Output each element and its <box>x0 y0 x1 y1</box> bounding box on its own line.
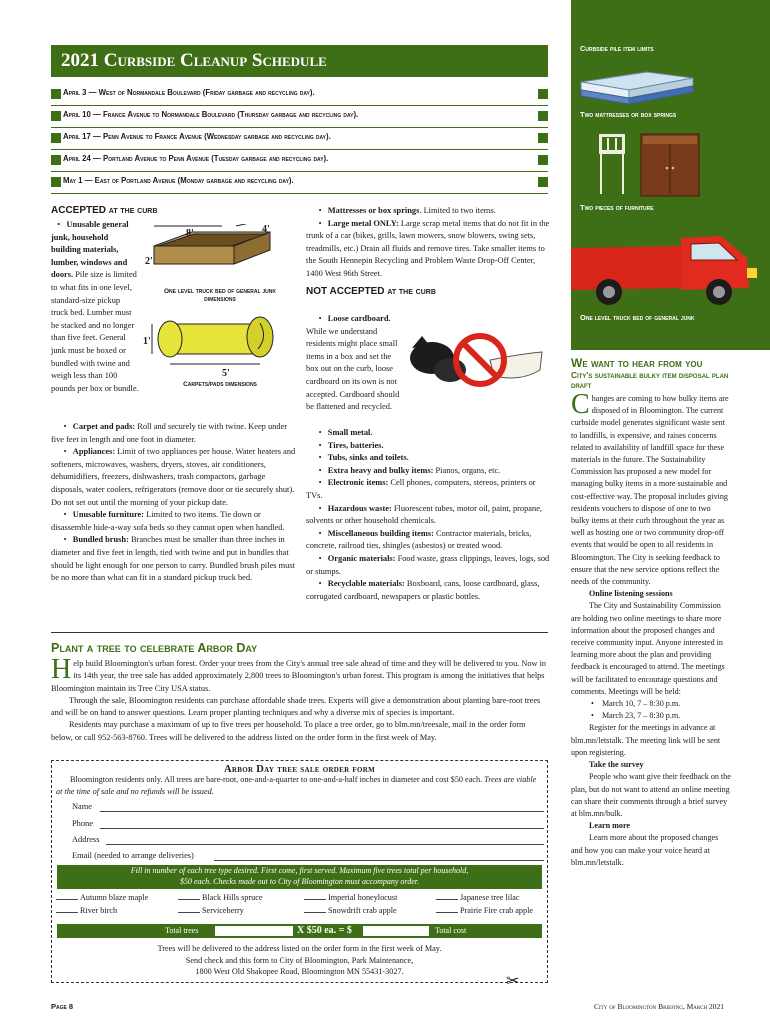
junk-bold: Unusable general junk, household building materials, lumber, windows and doors. <box>51 220 129 280</box>
feedback-subheading: City's sustainable bulky item disposal plan draft <box>571 370 729 390</box>
bullet-square-icon <box>538 155 548 165</box>
bullet-square-icon <box>51 177 61 187</box>
junk-text: Pile size is limited to what fits in one level, standard-size pickup truck bed. Lumber must be stacked and no longer than five feet. General junk must be boxed or bundled with twine and weigh less than 100 pounds per box or bundle. <box>51 270 139 393</box>
diagram2-caption: Carpets/pads dimensions <box>183 381 257 388</box>
schedule-row <box>51 130 548 150</box>
furniture-caption: Two pieces of furniture <box>580 203 654 212</box>
scissors-icon: ✂ <box>506 973 520 990</box>
truck-caption: One level truck bed of general junk <box>580 313 695 322</box>
dim-5-label: 5' <box>222 368 230 379</box>
bullet-square-icon <box>51 111 61 121</box>
bullet-square-icon <box>51 133 61 143</box>
feedback-heading: We want to hear from you <box>571 356 703 370</box>
order-form-intro: Bloomington residents only. All trees are bare-root, one-and-a-quarter to one-and-a-half inches in diameter and cost $50 each. Trees are viable at the time of sale and no refunds will be issued. <box>56 775 537 797</box>
learn-more-heading: Learn more <box>589 821 630 831</box>
loose-cardboard-text: • Loose cardboard. While we understand residents might place small items in a box and set the box out on the curb, loose cardboard on its own is not accepted. Cardboard should be flattened and recycled. <box>306 314 400 412</box>
furniture-icon <box>595 130 705 198</box>
schedule-text: April 10 — France Avenue to Normandale Boulevard (Thursday garbage and recycling day). <box>63 110 359 119</box>
address-label: Address <box>72 835 100 844</box>
schedule-text: April 24 — Portland Avenue to Penn Avenue (Tuesday garbage and recycling day). <box>63 154 329 163</box>
not-accepted-list: • Small metal. • Tires, batteries. • Tubs, sinks and toilets. • Extra heavy and bulky items: Pianos, organs, etc. • Electronic items: Cell phones, computers, stereos, printers or TVs. • Hazardous waste: Fluorescent tubes, motor oil, paint, propane, solvents or other household chemicals. • Miscellaneous building items: Contractor materials, bricks, concrete, railroad ties, shingles (asbestos) or treated wood. • Organic materials: Food waste, grass clippings, leaves, logs, sod or stumps. • Recyclable materials: Boxboard, cans, loose cardboard, glass, corrugated cardboard, newspapers or plastic bottles. <box>306 428 550 601</box>
tree-option[interactable]: Snowdrift crab apple <box>304 906 397 917</box>
dim-2-label: 2' <box>145 256 153 267</box>
order-form <box>51 760 548 983</box>
section-divider <box>51 632 548 633</box>
bullet-square-icon <box>538 177 548 187</box>
sidebar-pile-limits <box>571 0 770 350</box>
dim-4-label: 4' <box>262 224 270 235</box>
tree-option[interactable]: Prairie Fire crab apple <box>436 906 533 917</box>
schedule-row <box>51 108 548 128</box>
publication-name: City of Bloomington Briefing, March 2021 <box>594 1002 725 1011</box>
bullet-square-icon <box>51 155 61 165</box>
arbor-paragraph: Through the sale, Bloomington residents can purchase affordable shade trees. Experts will give a demonstration about planting bare-root trees and will be on hand to answer questions. Learn proper planting techniques and why a diverse mix of species is important. <box>51 695 541 718</box>
arbor-heading: Plant a tree to celebrate Arbor Day <box>51 641 258 655</box>
order-form-title: Arbor Day tree sale order form <box>224 764 375 775</box>
email-label: Email (needed to arrange deliveries) <box>72 851 194 860</box>
arbor-paragraph: Residents may purchase a maximum of up to five trees per household. To place a tree order, go to blm.mn/treesale, mail in the order form below, or call 952-563-8760. Trees will be delivered to the address listed on the order form in the first week of May. <box>51 720 526 742</box>
phone-field[interactable] <box>100 828 544 829</box>
tree-option[interactable]: Japanese tree lilac <box>436 893 520 904</box>
meeting-date: March 10, 7 – 8:30 p.m. <box>601 699 681 709</box>
register-text: Register for the meetings in advance at blm.mn/letstalk. The meeting link will be sent upon registering. <box>571 723 721 757</box>
bullet-square-icon <box>538 111 548 121</box>
dropcap-c: C <box>571 389 590 420</box>
accepted-items: • Carpet and pads: Roll and securely tie with twine. Keep under five feet in length and one foot in diameter. • Appliances: Limit of two appliances per house. Water heaters and softeners, microwaves, washers, dryers, stoves, air conditioners, dehumidifiers, freezers, dishwashers, trash compactors, garbage disposals, water coolers, refrigerators (remove door or tie securely shut). Do not set out until the morning of your pickup date. • Unusable furniture: Limited to two items. Tie down or disassemble hide-a-way sofa beds so they cannot open when handled. • Bundled brush: Branches must be smaller than three inches in diameter and five feet in length, tied with twine and put in bundles that should be light enough for one person to carry. Bundled brush piles must be no more than what can fit in a standard pickup truck bed. <box>51 422 296 583</box>
tree-option[interactable]: Black Hills spruce <box>178 893 262 904</box>
schedule-text: May 1 — East of Portland Avenue (Monday garbage and recycling day). <box>63 176 294 185</box>
page-number: Page 8 <box>51 1002 74 1011</box>
online-sessions-text: The City and Sustainability Commission are holding two online meetings to share more information about the proposed changes and receive community input. Anyone interested in learning more about the plan and providing feedback is encouraged to attend. The meetings will be facilitated to encourage questions and comments. Meetings will be held: <box>571 601 725 696</box>
name-label: Name <box>72 802 92 811</box>
online-sessions-heading: Online listening sessions <box>589 589 673 599</box>
bullet-square-icon <box>538 133 548 143</box>
address-field[interactable] <box>106 844 544 845</box>
not-accepted-illustration <box>402 318 550 404</box>
sidebar-title: Curbside pile item limits <box>580 44 654 53</box>
tree-option[interactable]: River birch <box>56 906 117 917</box>
total-bar <box>57 924 542 938</box>
mattress-caption: Two mattresses or box springs <box>580 110 677 119</box>
delivery-info <box>52 943 547 978</box>
price-label: X $50 ea. = $ <box>297 925 352 936</box>
junk-dimension-diagram <box>142 224 290 394</box>
delivery-line: Send check and this form to City of Bloomington, Park Maintenance, <box>185 955 414 965</box>
schedule-text: April 17 — Penn Avenue to France Avenue (Wednesday garbage and recycling day). <box>63 132 331 141</box>
page-title: 2021 Curbside Cleanup Schedule <box>51 45 548 77</box>
truck-icon <box>571 228 770 312</box>
fill-line: $50 each. Checks made out to City of Bloomington must accompany order. <box>180 876 419 886</box>
not-accepted-heading: NOT ACCEPTED at the curb <box>306 285 436 297</box>
arbor-paragraph: elp build Bloomington's urban forest. Order your trees from the City's annual tree sale ahead of time and they will be delivered to you. Now in its 14th year, the tree sale has added approximately 2,800 trees to Bloomington's urban forest. This program is among the initiatives that helps Bloomington maintain its Tree City USA status. <box>51 659 547 693</box>
diagram1-caption: One level truck bed of general junk dimensions <box>163 288 276 303</box>
total-cost-field[interactable] <box>363 926 429 936</box>
learn-more-text: Learn more about the proposed changes and how you can make your voice heard at blm.mn/letstalk. <box>571 833 719 867</box>
dim-8-label: 8' <box>186 228 194 239</box>
feedback-section: We want to hear from you City's sustainable bulky item disposal plan draft Changes are coming to how bulky items are disposed of in Bloomington. The current curbside model generates significant waste sent to landfills, is expensive, and raises concerns related to availability of landfill space for these materials in the future. The Sustainability Commission has proposed a new model for managing bulky items in a more sustainable and cost-effective way. The proposal includes giving residents vouchers to dispose of one to two bulky items at their curb throughout the year as well as hosting one or two community drop-off events that would be open to all residents in Bloomington. The City is seeking feedback to ensure that the new service options reflect the needs of the community. Online listening sessions The City and Sustainability Commission are holding two online meetings to share more information about the proposed changes and receive community input. Anyone interested in learning more about the plan and providing feedback is encouraged to attend. The meetings will be facilitated to encourage questions and comments. Meetings will be held: • March 10, 7 – 8:30 p.m. • March 23, 7 – 8:30 p.m. Register for the meetings in advance at blm.mn/letstalk. The meeting link will be sent upon registering. Take the survey People who want give their feedback on the plan, but do not want to attend an online meeting can share their comments through a brief survey at blm.mn/bulk. Learn more Learn more about the proposed changes and how you can make your voice heard at blm.mn/letstalk. <box>571 357 731 869</box>
schedule-row <box>51 152 548 172</box>
total-trees-label: Total trees <box>165 926 199 935</box>
tree-option[interactable]: Serviceberry <box>178 906 244 917</box>
bullet-square-icon <box>538 89 548 99</box>
email-field[interactable] <box>214 860 544 861</box>
total-trees-field[interactable] <box>215 926 293 936</box>
feedback-intro: hanges are coming to how bulky items are disposed of in Bloomington. The current curbside model generates significant waste sent to landfills, is expensive, and raises concerns related to availability of landfill space for these materials in the future. The Sustainability Commission has proposed a new model for managing bulky items in a more sustainable and cost-effective way. The proposal includes giving residents vouchers to dispose of one to two bulky items at their curb throughout the year as well as hosting one or two community drop-off events that would be open to all residents in Bloomington. The City is seeking feedback to ensure that the new service options reflect the needs of the community. <box>571 394 729 587</box>
name-field[interactable] <box>100 811 544 812</box>
schedule-text: April 3 — West of Normandale Boulevard (Friday garbage and recycling day). <box>63 88 315 97</box>
dropcap-h: H <box>51 654 72 685</box>
delivery-line: 1800 West Old Shakopee Road, Bloomington MN 55431-3027. <box>195 967 404 977</box>
bullet-square-icon <box>51 89 61 99</box>
survey-heading: Take the survey <box>589 760 644 770</box>
middle-column: • Mattresses or box springs. Limited to two items. • Large metal ONLY: Large scrap metal items that do not fit in the trunk of a car (bikes, grills, lawn mowers, snow blowers, swing sets, treadmills, etc.) Drain all fluids and remove tires. Take smaller items to the South Hennepin Recycling and Problem Waste Drop-Off Center, 1400 West 96th Street. NOT ACCEPTED at the curb <box>306 206 550 297</box>
accepted-section <box>51 205 299 218</box>
mattress-icon <box>577 68 697 106</box>
meeting-date: March 23, 7 – 8:30 p.m. <box>601 711 681 721</box>
accepted-junk-text: • Unusable general junk, household building materials, lumber, windows and doors. Pile size is limited to what fits in one level, standard-size pickup truck bed. Lumber must be stacked and no longer than five feet. General junk must be boxed or bundled with twine and weigh less than 100 pounds per box or bundle. <box>51 220 139 393</box>
dim-1-label: 1' <box>143 336 151 347</box>
total-cost-label: Total cost <box>435 926 467 935</box>
accepted-heading: ACCEPTED at the curb <box>51 205 158 216</box>
tree-option[interactable]: Imperial honeylocust <box>304 893 397 904</box>
arbor-day-section <box>51 641 548 744</box>
schedule-row <box>51 174 548 194</box>
survey-text: People who want give their feedback on the plan, but do not want to attend an online meeting can share their comments through a brief survey at blm.mn/bulk. <box>571 772 731 818</box>
fill-instructions <box>57 865 542 889</box>
fill-line: Fill in number of each tree type desired. First come, first served. Maximum five trees total per household, <box>130 866 469 875</box>
tree-option[interactable]: Autumn blaze maple <box>56 893 148 904</box>
schedule-row <box>51 86 548 106</box>
phone-label: Phone <box>72 819 93 828</box>
delivery-line: Trees will be delivered to the address listed on the order form in the first week of May. <box>157 944 442 953</box>
